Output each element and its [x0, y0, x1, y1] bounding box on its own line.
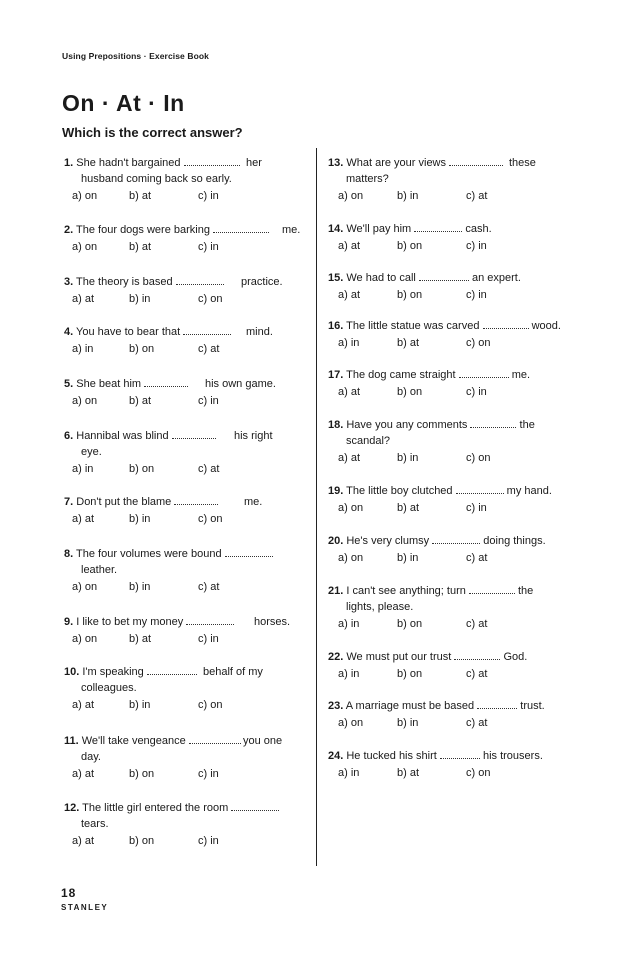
- option-b: b) at: [129, 190, 152, 202]
- question-2: [64, 222, 301, 255]
- answer-blank: [186, 614, 234, 625]
- question-8: [64, 546, 294, 595]
- question-text: I can't see anything; turn: [346, 585, 466, 597]
- option-c: c) in: [198, 633, 219, 645]
- answer-options: [64, 511, 294, 527]
- option-b: b) in: [397, 552, 419, 564]
- question-1: [64, 155, 294, 204]
- question-text: The little girl entered the room: [82, 802, 229, 814]
- question-number: 19.: [328, 485, 344, 497]
- question-stem: [64, 664, 294, 680]
- option-a: a) at: [338, 452, 361, 464]
- question-20: [328, 533, 568, 566]
- option-b: b) at: [397, 502, 420, 514]
- question-stem: [328, 533, 568, 549]
- option-b: b) at: [397, 337, 420, 349]
- question-continuation: matters?: [346, 173, 389, 185]
- option-b: b) in: [397, 717, 419, 729]
- question-text-after-blank: these: [509, 157, 536, 169]
- question-14: [328, 221, 568, 254]
- question-text: The four volumes were bound: [76, 548, 222, 560]
- option-a: a) at: [338, 240, 361, 252]
- publisher: STANLEY: [61, 903, 109, 912]
- answer-blank: [459, 367, 509, 378]
- question-continuation: colleagues.: [81, 682, 137, 694]
- question-text: We must put our trust: [346, 651, 452, 663]
- question-stem: [328, 221, 568, 237]
- option-c: c) in: [466, 502, 487, 514]
- question-text: You have to bear that: [76, 326, 181, 338]
- question-text-after-blank: his own game.: [205, 378, 276, 390]
- option-a: a) on: [72, 633, 98, 645]
- option-b: b) on: [397, 386, 423, 398]
- option-a: a) in: [338, 767, 360, 779]
- question-11: [64, 733, 294, 782]
- question-number: 3.: [64, 276, 74, 288]
- question-stem: [328, 748, 568, 764]
- question-text: The little boy clutched: [346, 485, 453, 497]
- question-text-after-blank: wood.: [531, 320, 561, 332]
- question-text-after-blank: me.: [244, 496, 263, 508]
- question-text-after-blank: his right: [234, 430, 273, 442]
- answer-options: [64, 291, 294, 307]
- question-text-after-blank: me.: [282, 224, 301, 236]
- question-text: I like to bet my money: [76, 616, 184, 628]
- answer-blank: [174, 494, 218, 505]
- question-text: He tucked his shirt: [346, 750, 437, 762]
- question-text-after-blank: God.: [503, 651, 528, 663]
- answer-blank: [414, 221, 462, 232]
- question-text: What are your views: [346, 157, 447, 169]
- option-c: c) at: [198, 463, 220, 475]
- answer-blank: [483, 318, 529, 329]
- question-23: [328, 698, 568, 731]
- option-c: c) at: [198, 343, 220, 355]
- question-text: The little statue was carved: [346, 320, 480, 332]
- answer-options: [64, 461, 294, 477]
- question-19: [328, 483, 568, 516]
- question-text-after-blank: my hand.: [506, 485, 552, 497]
- question-text-after-blank: mind.: [246, 326, 273, 338]
- option-c: c) on: [466, 767, 491, 779]
- question-number: 11.: [64, 735, 79, 747]
- instruction: Which is the correct answer?: [62, 125, 243, 140]
- question-text-after-blank: you one: [243, 735, 283, 747]
- answer-options: [64, 631, 294, 647]
- option-b: b) in: [129, 293, 151, 305]
- option-c: c) at: [466, 618, 488, 630]
- answer-blank: [144, 376, 188, 387]
- question-text-after-blank: the: [518, 585, 534, 597]
- question-stem: [64, 376, 294, 392]
- answer-blank: [189, 733, 241, 744]
- question-number: 4.: [64, 326, 74, 338]
- question-continuation: scandal?: [346, 435, 391, 447]
- question-text: We'll take vengeance: [81, 735, 186, 747]
- answer-blank: [183, 324, 231, 335]
- option-c: c) in: [198, 241, 219, 253]
- option-b: b) on: [129, 835, 155, 847]
- answer-options: [328, 616, 568, 632]
- question-text-after-blank: her: [246, 157, 262, 169]
- question-text-after-blank: his trousers.: [482, 750, 543, 762]
- question-stem: [328, 270, 568, 286]
- question-15: [328, 270, 568, 303]
- option-a: a) in: [338, 337, 360, 349]
- question-text-after-blank: trust.: [520, 700, 545, 712]
- answer-blank: [213, 222, 269, 233]
- question-number: 5.: [64, 378, 74, 390]
- question-text-after-blank: an expert.: [472, 272, 521, 284]
- question-text-after-blank: behalf of my: [203, 666, 263, 678]
- option-a: a) at: [72, 699, 95, 711]
- question-number: 14.: [328, 223, 344, 235]
- answer-blank: [172, 428, 216, 439]
- option-a: a) on: [72, 395, 98, 407]
- question-number: 12.: [64, 802, 80, 814]
- question-stem: [64, 733, 294, 749]
- option-b: b) in: [129, 699, 151, 711]
- option-a: a) on: [72, 190, 98, 202]
- option-b: b) on: [129, 768, 155, 780]
- question-continuation: eye.: [81, 446, 102, 458]
- option-c: c) on: [466, 452, 491, 464]
- question-stem: [328, 155, 568, 171]
- option-b: b) on: [397, 668, 423, 680]
- running-head: Using Prepositions · Exercise Book: [62, 51, 209, 61]
- page-number: 18: [61, 886, 77, 900]
- question-number: 22.: [328, 651, 344, 663]
- option-b: b) on: [397, 618, 423, 630]
- option-a: a) on: [72, 581, 98, 593]
- option-a: a) in: [72, 343, 94, 355]
- question-text-after-blank: practice.: [241, 276, 283, 288]
- question-21: [328, 583, 568, 632]
- answer-options: [328, 238, 568, 254]
- option-b: b) on: [397, 289, 423, 301]
- option-c: c) at: [198, 581, 220, 593]
- answer-blank: [231, 800, 279, 811]
- option-a: a) at: [338, 289, 361, 301]
- question-10: [64, 664, 294, 713]
- question-text: A marriage must be based: [345, 700, 475, 712]
- option-c: c) on: [466, 337, 491, 349]
- question-text-after-blank: the: [519, 419, 535, 431]
- answer-options: [64, 393, 294, 409]
- question-continuation: lights, please.: [346, 601, 414, 613]
- option-a: a) at: [72, 768, 95, 780]
- answer-options: [328, 188, 568, 204]
- option-c: c) on: [198, 293, 223, 305]
- question-5: [64, 376, 294, 409]
- question-17: [328, 367, 568, 400]
- answer-options: [64, 579, 294, 595]
- question-stem: [328, 367, 568, 383]
- answer-blank: [184, 155, 240, 166]
- option-b: b) on: [129, 343, 155, 355]
- question-text-after-blank: doing things.: [483, 535, 546, 547]
- option-b: b) at: [129, 241, 152, 253]
- answer-options: [328, 765, 568, 781]
- answer-blank: [449, 155, 503, 166]
- question-stem: [328, 698, 568, 714]
- option-b: b) at: [397, 767, 420, 779]
- question-continuation: day.: [81, 751, 101, 763]
- option-b: b) on: [397, 240, 423, 252]
- column-divider: [316, 148, 317, 866]
- question-number: 8.: [64, 548, 74, 560]
- option-a: a) on: [338, 552, 364, 564]
- question-number: 2.: [64, 224, 74, 236]
- question-stem: [64, 274, 294, 290]
- question-text: I'm speaking: [82, 666, 144, 678]
- option-b: b) in: [397, 452, 419, 464]
- option-c: c) in: [466, 289, 487, 301]
- answer-options: [328, 335, 568, 351]
- question-text-after-blank: horses.: [254, 616, 291, 628]
- answer-options: [328, 666, 568, 682]
- option-a: a) at: [72, 293, 95, 305]
- question-stem: [64, 324, 294, 340]
- question-continuation: husband coming back so early.: [81, 173, 232, 185]
- question-text: We had to call: [346, 272, 416, 284]
- question-text: She beat him: [76, 378, 142, 390]
- question-number: 18.: [328, 419, 344, 431]
- question-stem: [64, 222, 301, 238]
- question-13: [328, 155, 568, 204]
- option-b: b) in: [129, 513, 151, 525]
- question-text: Hannibal was blind: [76, 430, 169, 442]
- answer-blank: [419, 270, 469, 281]
- option-a: a) in: [72, 463, 94, 475]
- question-text: Have you any comments: [346, 419, 468, 431]
- question-12: [64, 800, 294, 849]
- question-stem: [64, 800, 294, 816]
- answer-options: [64, 188, 294, 204]
- answer-blank: [454, 649, 500, 660]
- answer-options: [328, 450, 568, 466]
- option-c: c) in: [466, 240, 487, 252]
- option-c: c) at: [466, 717, 488, 729]
- question-stem: [328, 483, 568, 499]
- question-number: 23.: [328, 700, 344, 712]
- question-text: He's very clumsy: [346, 535, 430, 547]
- question-text-after-blank: me.: [511, 369, 531, 381]
- option-c: c) at: [466, 668, 488, 680]
- answer-options: [64, 239, 294, 255]
- question-text: The dog came straight: [346, 369, 456, 381]
- question-number: 24.: [328, 750, 344, 762]
- question-continuation: leather.: [81, 564, 118, 576]
- question-3: [64, 274, 294, 307]
- question-24: [328, 748, 568, 781]
- question-stem: [64, 546, 294, 562]
- option-b: b) at: [129, 633, 152, 645]
- answer-options: [328, 384, 568, 400]
- option-a: a) at: [72, 835, 95, 847]
- question-18: [328, 417, 568, 466]
- answer-blank: [440, 748, 480, 759]
- option-a: a) on: [338, 190, 364, 202]
- option-c: c) at: [466, 190, 488, 202]
- question-number: 20.: [328, 535, 344, 547]
- question-stem: [64, 494, 294, 510]
- question-number: 6.: [64, 430, 74, 442]
- option-a: a) on: [72, 241, 98, 253]
- question-6: [64, 428, 294, 477]
- option-a: a) on: [338, 717, 364, 729]
- question-4: [64, 324, 294, 357]
- question-number: 17.: [328, 369, 344, 381]
- option-a: a) on: [338, 502, 364, 514]
- answer-blank: [225, 546, 273, 557]
- question-stem: [328, 417, 568, 433]
- question-number: 7.: [64, 496, 74, 508]
- question-text-after-blank: cash.: [465, 223, 492, 235]
- question-number: 9.: [64, 616, 74, 628]
- answer-blank: [477, 698, 517, 709]
- answer-blank: [147, 664, 197, 675]
- question-text: We'll pay him: [346, 223, 412, 235]
- answer-options: [328, 287, 568, 303]
- question-7: [64, 494, 294, 527]
- answer-blank: [456, 483, 504, 494]
- answer-options: [64, 341, 294, 357]
- question-number: 15.: [328, 272, 344, 284]
- option-a: a) in: [338, 668, 360, 680]
- question-stem: [328, 649, 568, 665]
- option-c: c) on: [198, 699, 223, 711]
- option-c: c) on: [198, 513, 223, 525]
- question-stem: [64, 428, 294, 444]
- option-b: b) on: [129, 463, 155, 475]
- question-number: 1.: [64, 157, 74, 169]
- question-number: 10.: [64, 666, 80, 678]
- option-c: c) in: [198, 395, 219, 407]
- answer-options: [328, 550, 568, 566]
- answer-blank: [176, 274, 224, 285]
- answer-options: [328, 715, 568, 731]
- question-stem: [328, 583, 568, 599]
- question-16: [328, 318, 568, 351]
- question-stem: [64, 155, 294, 171]
- question-9: [64, 614, 294, 647]
- page-title: On · At · In: [62, 90, 185, 116]
- option-c: c) in: [198, 768, 219, 780]
- question-number: 16.: [328, 320, 344, 332]
- answer-blank: [470, 417, 516, 428]
- question-stem: [328, 318, 568, 334]
- question-continuation: tears.: [81, 818, 109, 830]
- option-c: c) at: [466, 552, 488, 564]
- question-22: [328, 649, 568, 682]
- answer-blank: [432, 533, 480, 544]
- option-b: b) in: [397, 190, 419, 202]
- question-number: 21.: [328, 585, 344, 597]
- answer-options: [64, 833, 294, 849]
- answer-options: [64, 697, 294, 713]
- question-text: The theory is based: [76, 276, 173, 288]
- option-b: b) in: [129, 581, 151, 593]
- option-c: c) in: [466, 386, 487, 398]
- option-a: a) at: [338, 386, 361, 398]
- question-text: Don't put the blame: [76, 496, 172, 508]
- question-stem: [64, 614, 294, 630]
- option-c: c) in: [198, 190, 219, 202]
- question-number: 13.: [328, 157, 344, 169]
- option-a: a) in: [338, 618, 360, 630]
- answer-blank: [469, 583, 515, 594]
- answer-options: [64, 766, 294, 782]
- option-b: b) at: [129, 395, 152, 407]
- question-text: The four dogs were barking: [76, 224, 210, 236]
- answer-options: [328, 500, 568, 516]
- option-a: a) at: [72, 513, 95, 525]
- option-c: c) in: [198, 835, 219, 847]
- question-text: She hadn't bargained: [76, 157, 181, 169]
